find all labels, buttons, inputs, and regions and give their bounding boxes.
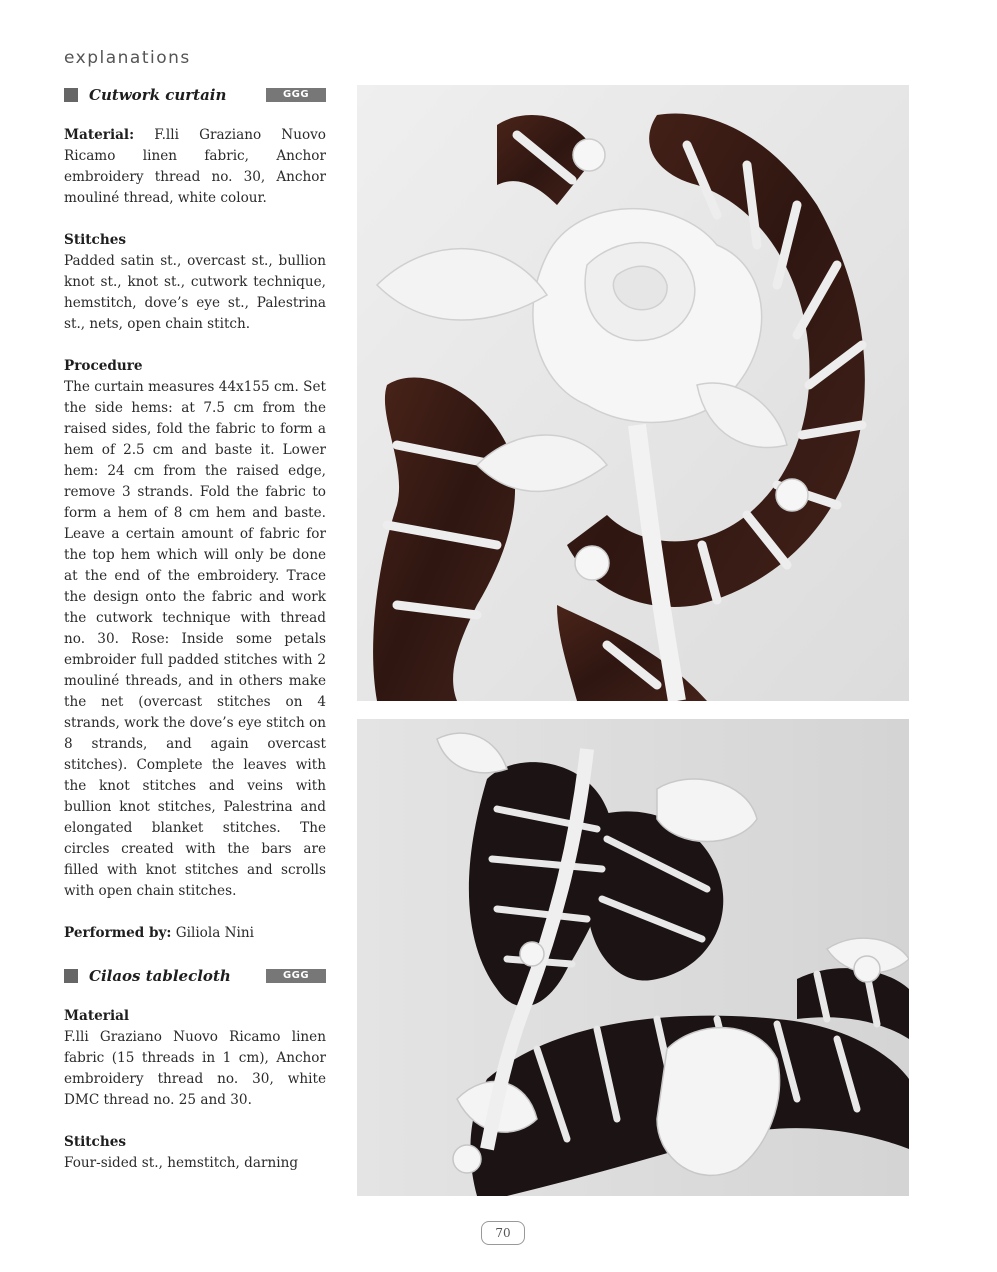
material-text: F.lli Graziano Nuovo Ricamo linen fabric (15 threads in 1 cm), Anchor embroidery thread no. 30, white DMC thread no. 25 and 30. — [64, 1029, 326, 1108]
material-label: Material: — [64, 127, 135, 143]
text-column — [64, 84, 326, 1174]
performed-by — [64, 923, 326, 944]
project-title: Cilaos tablecloth — [89, 967, 231, 985]
difficulty-badge: GGG — [266, 969, 326, 983]
procedure-heading — [64, 356, 326, 377]
performed-name: Giliola Nini — [171, 925, 254, 941]
material-heading — [64, 1006, 326, 1027]
performed-label: Performed by: — [64, 925, 172, 941]
material-label: Material — [64, 1008, 130, 1024]
stitches-text: Four-sided st., hemstitch, darning — [64, 1155, 299, 1171]
stitches-text: Padded satin st., overcast st., bullion knot st., knot st., cutwork technique, hemstitch, dove’s eye st., Palestrina st., nets, open chain stitch. — [64, 253, 326, 332]
stitches-heading — [64, 230, 326, 251]
material-text: F.lli Graziano Nuovo Ricamo linen fabric, Anchor embroidery thread no. 30, Anchor mouliné thread, white colour. — [64, 127, 326, 206]
stitches-label: Stitches — [64, 232, 127, 248]
stitches-label: Stitches — [64, 1134, 127, 1150]
procedure-text: The curtain measures 44x155 cm. Set the side hems: at 7.5 cm from the raised sides, fold the fabric to form a hem of 2.5 cm and baste it. Lower hem: 24 cm from the raised edge, remove 3 strands. Fold the fabric to form a hem of 8 cm hem and baste. Leave a certain amount of fabric for the top hem which will only be done at the end of the embroidery. Trace the design onto the fabric and work the cutwork technique with thread no. 30. Rose: Inside some petals embroider full padded stitches with 2 mouliné threads, and in others make the net (overcast stitches on 4 strands, work the dove’s eye stitch on 8 strands, and again overcast stitches). Complete the leaves with the knot stitches and veins with bullion knot stitches, Palestrina and elongated blanket stitches. The circles created with the bars are filled with knot stitches and scrolls with open chain stitches. — [64, 379, 326, 899]
project-heading — [64, 965, 326, 987]
square-bullet-icon — [64, 969, 78, 983]
project-title: Cutwork curtain — [89, 86, 227, 104]
section-header: explanations — [64, 48, 191, 68]
difficulty-badge: GGG — [266, 88, 326, 102]
page-number: 70 — [481, 1221, 525, 1245]
curtain-photo — [357, 85, 909, 701]
stitches-heading — [64, 1132, 326, 1153]
project-heading — [64, 84, 326, 106]
procedure-label: Procedure — [64, 358, 143, 374]
square-bullet-icon — [64, 88, 78, 102]
tablecloth-photo — [357, 719, 909, 1196]
material-paragraph — [64, 125, 326, 209]
